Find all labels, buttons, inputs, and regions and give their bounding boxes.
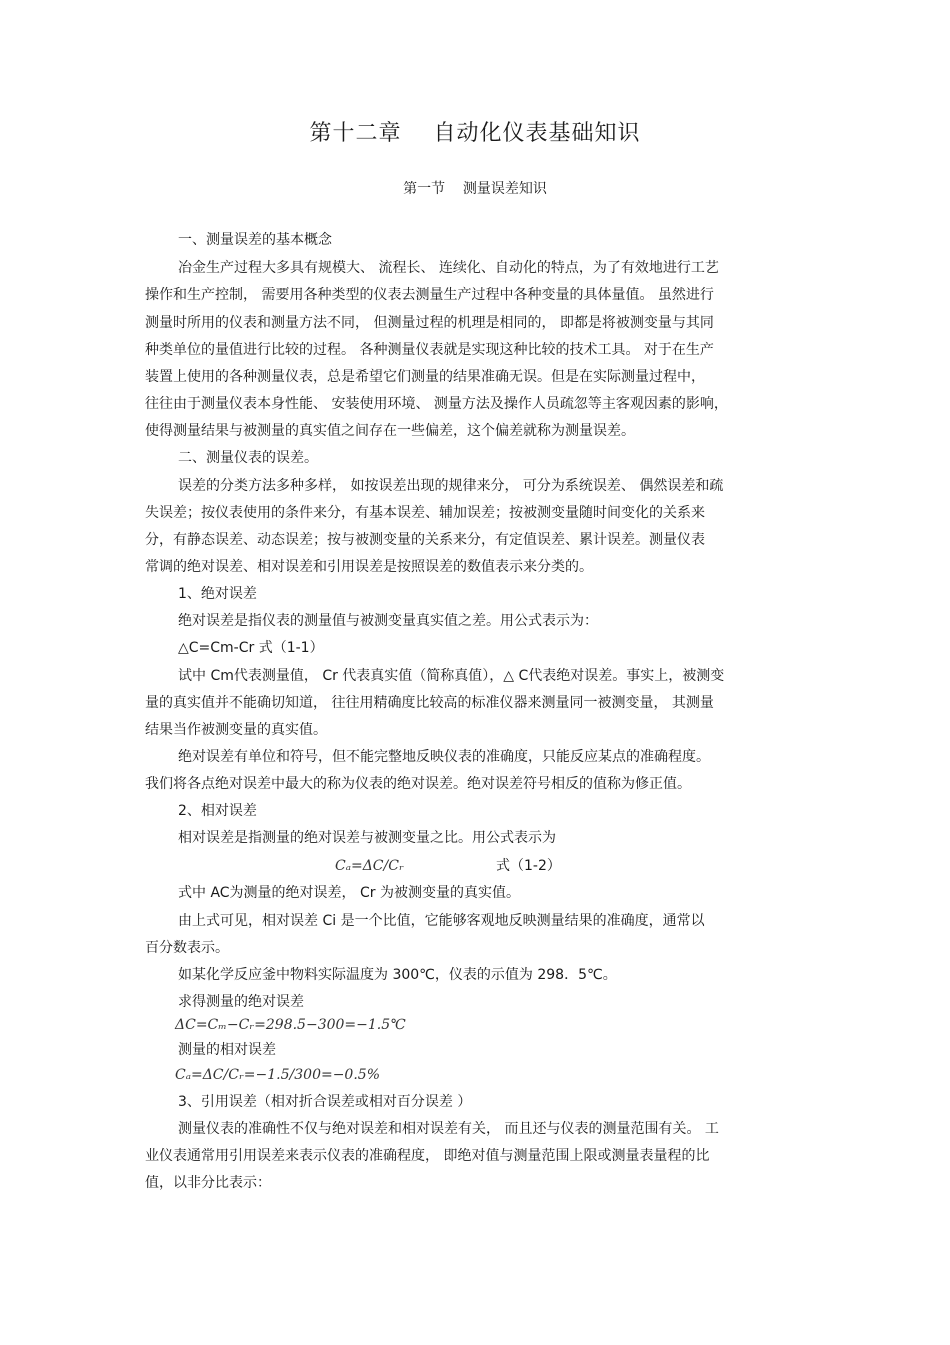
- heading-basic-concept: 一、测量误差的基本概念: [178, 232, 332, 248]
- paragraph-line: 测量的相对误差: [178, 1042, 276, 1058]
- paragraph-line: 绝对误差是指仪表的测量值与被测变量真实值之差。用公式表示为：: [178, 613, 598, 629]
- formula-1-1: △C=Cm-Cr 式（1-1）: [178, 640, 324, 656]
- heading-reference-error: 3、引用误差（相对折合误差或相对百分误差 ）: [178, 1094, 472, 1110]
- paragraph-line: 量的真实值并不能确切知道， 往往用精确度比较高的标准仪器来测量同一被测变量， 其测量: [145, 695, 714, 711]
- section-title: 第一节 测量误差知识: [403, 181, 547, 197]
- formula-1-2: Cₐ=ΔC/Cᵣ: [335, 858, 404, 874]
- paragraph-line: 试中 Cm代表测量值， Cr 代表真实值（简称真值），△ C代表绝对误差。事实上，被测变: [178, 668, 725, 684]
- paragraph-line: 相对误差是指测量的绝对误差与被测变量之比。用公式表示为: [178, 830, 556, 846]
- paragraph-line: 测量时所用的仪表和测量方法不同， 但测量过程的机理是相同的， 即都是将被测变量与其同: [145, 315, 714, 331]
- paragraph-line: 绝对误差有单位和符号，但不能完整地反映仪表的准确度，只能反应某点的准确程度。: [178, 749, 710, 765]
- paragraph-line: 冶金生产过程大多具有规模大、 流程长、 连续化、自动化的特点，为了有效地进行工艺: [178, 260, 719, 276]
- paragraph-line: 使得测量结果与被测量的真实值之间存在一些偏差，这个偏差就称为测量误差。: [145, 423, 635, 439]
- paragraph-line: 分，有静态误差、动态误差；按与被测变量的关系来分，有定值误差、累计误差。测量仪表: [145, 532, 705, 548]
- paragraph-line: 误差的分类方法多种多样， 如按误差出现的规律来分， 可分为系统误差、 偶然误差和疏: [178, 478, 724, 494]
- paragraph-line: 百分数表示。: [145, 940, 229, 956]
- paragraph-line: 我们将各点绝对误差中最大的称为仪表的绝对误差。绝对误差符号相反的值称为修正值。: [145, 776, 691, 792]
- paragraph-line: 求得测量的绝对误差: [178, 994, 304, 1010]
- paragraph-line: 式中 AC为测量的绝对误差， Cr 为被测变量的真实值。: [178, 885, 520, 901]
- paragraph-line: 如某化学反应釜中物料实际温度为 300℃，仪表的示值为 298．5℃。: [178, 967, 617, 983]
- paragraph-line: 往往由于测量仪表本身性能、 安装使用环境、 测量方法及操作人员疏忽等主客观因素的影响，: [145, 396, 728, 412]
- chapter-title: 第十二章 自动化仪表基础知识: [309, 121, 641, 146]
- paragraph-line: 值，以非分比表示：: [145, 1175, 271, 1191]
- paragraph-line: 常调的绝对误差、相对误差和引用误差是按照误差的数值表示来分类的。: [145, 559, 593, 575]
- paragraph-line: 由上式可见，相对误差 Ci 是一个比值，它能够客观地反映测量结果的准确度，通常以: [178, 913, 705, 929]
- paragraph-line: 种类单位的量值进行比较的过程。 各种测量仪表就是实现这种比较的技术工具。 对于在生产: [145, 342, 714, 358]
- heading-relative-error: 2、相对误差: [178, 803, 257, 819]
- paragraph-line: 结果当作被测变量的真实值。: [145, 722, 327, 738]
- paragraph-line: 失误差；按仪表使用的条件来分，有基本误差、辅加误差；按被测变量随时间变化的关系来: [145, 505, 705, 521]
- paragraph-line: 测量仪表的准确性不仅与绝对误差和相对误差有关， 而且还与仪表的测量范围有关。 工: [178, 1121, 719, 1137]
- absolute-error-calculation: ΔC=Cₘ−Cᵣ=298.5−300=−1.5℃: [175, 1017, 406, 1033]
- heading-instrument-error: 二、测量仪表的误差。: [178, 450, 318, 466]
- relative-error-calculation: Cₐ=ΔC/Cᵣ=−1.5/300=−0.5%: [175, 1067, 381, 1083]
- heading-absolute-error: 1、绝对误差: [178, 586, 257, 602]
- paragraph-line: 操作和生产控制， 需要用各种类型的仪表去测量生产过程中各种变量的具体量值。 虽然进行: [145, 287, 714, 303]
- paragraph-line: 业仪表通常用引用误差来表示仪表的准确程度， 即绝对值与测量范围上限或测量表量程的比: [145, 1148, 710, 1164]
- formula-1-2-number: 式（1-2）: [496, 858, 561, 874]
- paragraph-line: 装置上使用的各种测量仪表，总是希望它们测量的结果准确无误。但是在实际测量过程中，: [145, 369, 705, 385]
